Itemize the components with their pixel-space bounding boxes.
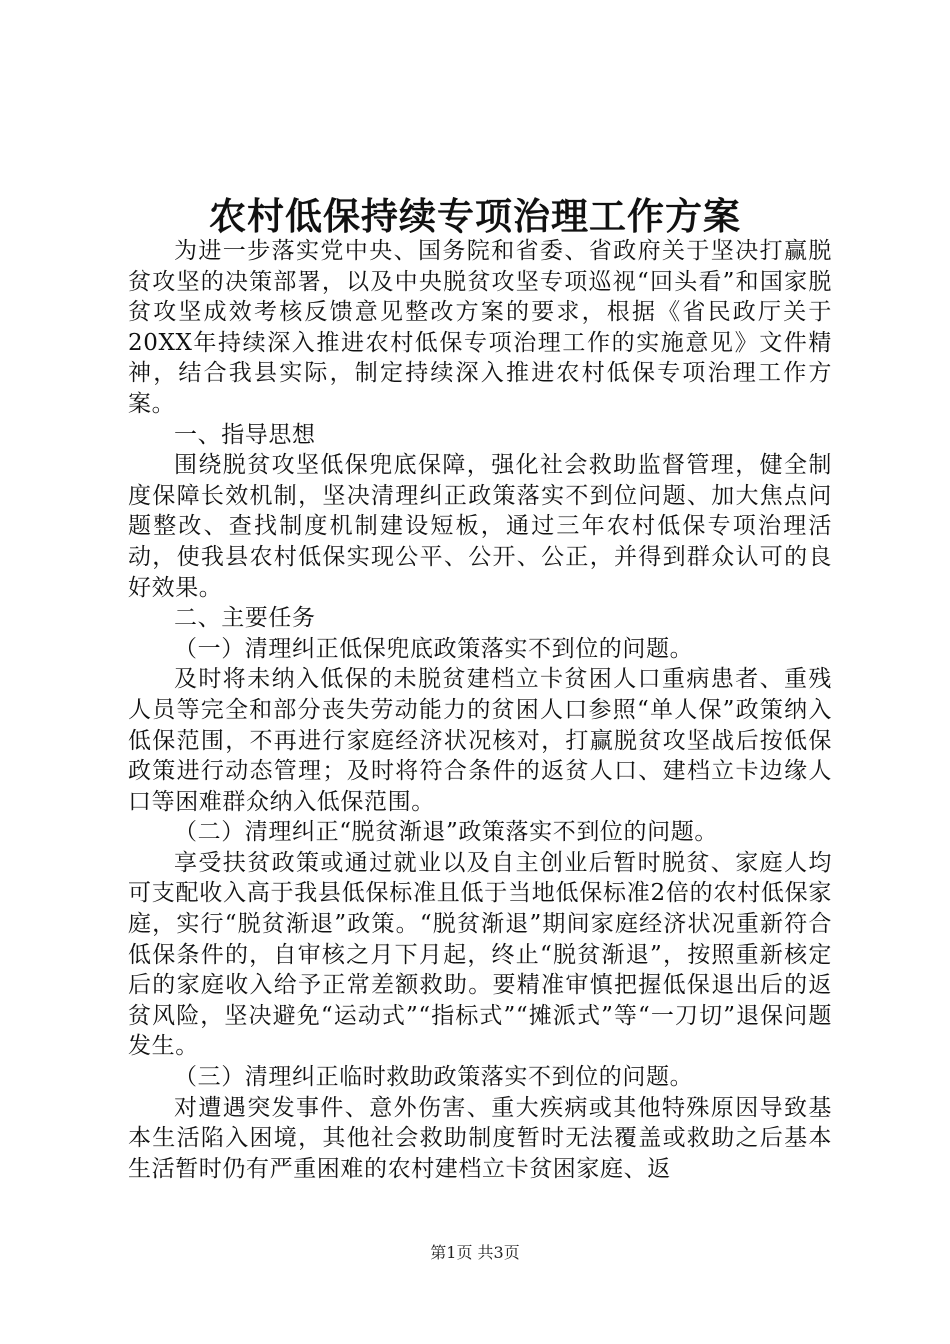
document-title: 农村低保持续专项治理工作方案: [209, 194, 741, 238]
subsection-2-paragraph: 享受扶贫政策或通过就业以及自主创业后暂时脱贫、家庭人均可支配收入高于我县低保标准且低于当地低保标准2倍的农村低保家庭，实行“脱贫渐退”政策。“脱贫渐退”期间家庭经济状况重新符合低保条件的，自审核之月下月起，终止“脱贫渐退”，按照重新核定后的家庭收入给予正常差额救助。要精准审慎把握低保退出后的返贫风险，坚决避免“运动式”“指标式”“摊派式”等“一刀切”退保问题发生。: [128, 849, 832, 1060]
intro-paragraph: 为进一步落实党中央、国务院和省委、省政府关于坚决打赢脱贫攻坚的决策部署，以及中央脱贫攻坚专项巡视“回头看”和国家脱贫攻坚成效考核反馈意见整改方案的要求，根据《省民政厅关于20XX年持续深入推进农村低保专项治理工作的实施意见》文件精神，结合我县实际，制定持续深入推进农村低保专项治理工作方案。: [128, 238, 832, 417]
subsection-heading-3: （三）清理纠正临时救助政策落实不到位的问题。: [174, 1064, 694, 1091]
section-heading-guiding-ideology: 一、指导思想: [174, 421, 316, 448]
section-heading-main-tasks: 二、主要任务: [174, 605, 316, 632]
subsection-1-paragraph: 及时将未纳入低保的未脱贫建档立卡贫困人口重病患者、重残人员等完全和部分丧失劳动能力的贫困人口参照“单人保”政策纳入低保范围，不再进行家庭经济状况核对，打赢脱贫攻坚战后按低保政策进行动态管理；及时将符合条件的返贫人口、建档立卡边缘人口等困难群众纳入低保范围。: [128, 666, 832, 815]
document-body: [128, 236, 832, 1184]
page-footer: 第1页 共3页: [430, 1243, 520, 1262]
subsection-3-paragraph: 对遭遇突发事件、意外伤害、重大疾病或其他特殊原因导致基本生活陷入困境，其他社会救助制度暂时无法覆盖或救助之后基本生活暂时仍有严重困难的农村建档立卡贫困家庭、返: [128, 1094, 832, 1182]
guiding-ideology-paragraph: 围绕脱贫攻坚低保兜底保障，强化社会救助监督管理，健全制度保障长效机制，坚决清理纠正政策落实不到位问题、加大焦点问题整改、查找制度机制建设短板，通过三年农村低保专项治理活动，使我县农村低保实现公平、公开、公正，并得到群众认可的良好效果。: [128, 452, 832, 601]
subsection-heading-1: （一）清理纠正低保兜底政策落实不到位的问题。: [174, 635, 694, 662]
subsection-heading-2: （二）清理纠正“脱贫渐退”政策落实不到位的问题。: [174, 819, 718, 846]
